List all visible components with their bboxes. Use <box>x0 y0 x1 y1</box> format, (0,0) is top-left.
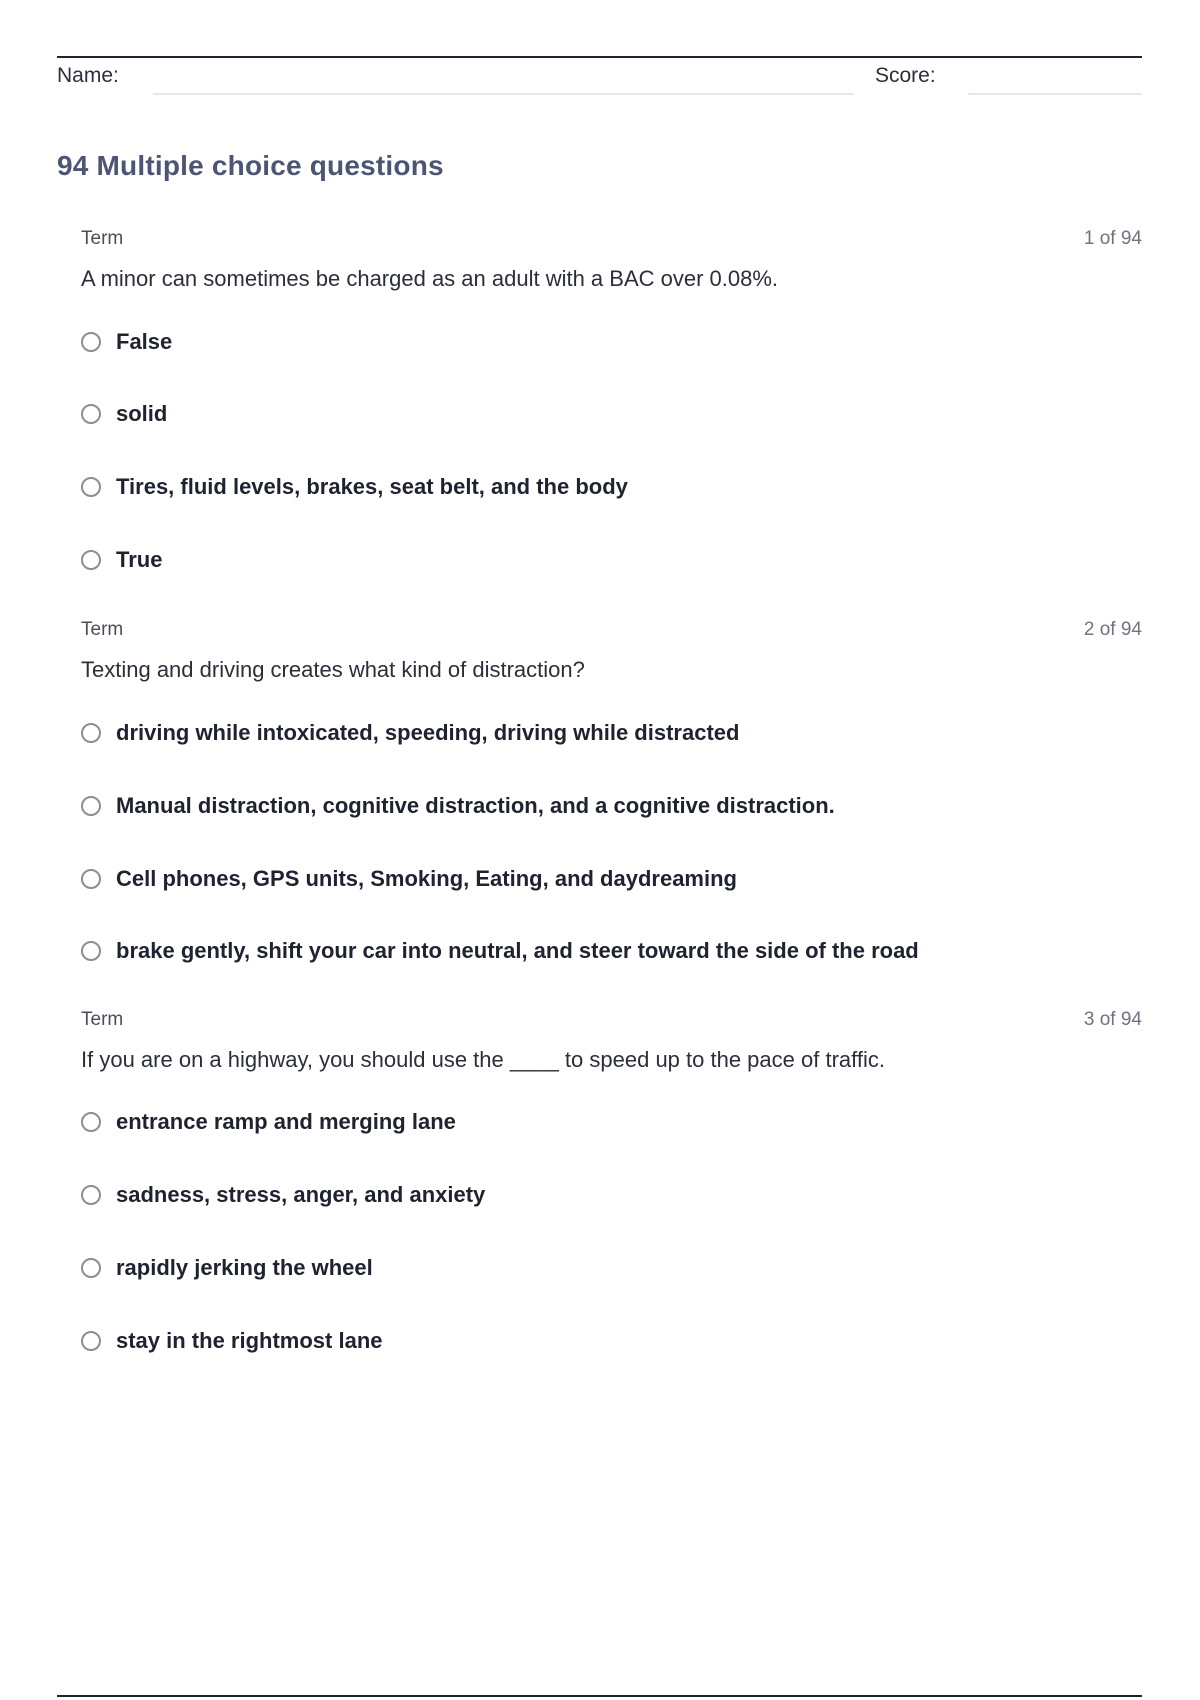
answer-option-label: driving while intoxicated, speeding, driving while distracted <box>116 720 740 745</box>
radio-button-icon[interactable] <box>81 550 101 570</box>
question-counter: 2 of 94 <box>1083 619 1142 640</box>
answer-option-label: brake gently, shift your car into neutral, and steer toward the side of the road <box>116 938 919 963</box>
answer-option[interactable] <box>81 1326 383 1356</box>
answer-option[interactable] <box>81 718 739 748</box>
radio-button-icon[interactable] <box>81 941 101 961</box>
radio-button-icon[interactable] <box>81 1185 101 1205</box>
question-2 <box>81 619 1142 963</box>
answer-option[interactable] <box>81 936 919 966</box>
bottom-divider <box>57 1695 1142 1697</box>
question-counter: 1 of 94 <box>1083 228 1142 249</box>
question-text: Texting and driving creates what kind of distraction? <box>81 657 585 682</box>
answer-option-label: Cell phones, GPS units, Smoking, Eating, and daydreaming <box>116 866 737 891</box>
answer-option-label: entrance ramp and merging lane <box>116 1109 456 1134</box>
question-1 <box>81 228 1142 572</box>
question-3 <box>81 1009 1142 1353</box>
answer-option[interactable] <box>81 545 162 575</box>
radio-button-icon[interactable] <box>81 1258 101 1278</box>
top-divider <box>57 56 1142 58</box>
radio-button-icon[interactable] <box>81 477 101 497</box>
question-term-label: Term <box>81 619 124 640</box>
radio-button-icon[interactable] <box>81 332 101 352</box>
question-counter: 3 of 94 <box>1083 1009 1142 1030</box>
answer-option-label: rapidly jerking the wheel <box>116 1255 373 1280</box>
answer-option[interactable] <box>81 791 835 821</box>
name-label: Name: <box>57 64 119 87</box>
answer-option[interactable] <box>81 472 628 502</box>
answer-option-label: solid <box>116 401 168 426</box>
answer-option[interactable] <box>81 864 737 894</box>
radio-button-icon[interactable] <box>81 1112 101 1132</box>
question-term-label: Term <box>81 1009 124 1030</box>
name-field[interactable] <box>153 93 854 95</box>
radio-button-icon[interactable] <box>81 869 101 889</box>
score-field[interactable] <box>968 93 1142 95</box>
answer-option[interactable] <box>81 1253 373 1283</box>
answer-option-label: False <box>116 329 173 354</box>
answer-option[interactable] <box>81 1107 456 1137</box>
radio-button-icon[interactable] <box>81 723 101 743</box>
answer-option-label: Tires, fluid levels, brakes, seat belt, and the body <box>116 474 628 499</box>
radio-button-icon[interactable] <box>81 404 101 424</box>
answer-option-label: Manual distraction, cognitive distraction, and a cognitive distraction. <box>116 793 835 818</box>
radio-button-icon[interactable] <box>81 796 101 816</box>
worksheet-header <box>57 62 1142 98</box>
question-text: If you are on a highway, you should use the ____ to speed up to the pace of traffic. <box>81 1047 885 1072</box>
score-label: Score: <box>875 64 936 87</box>
answer-option-label: stay in the rightmost lane <box>116 1328 383 1353</box>
question-term-label: Term <box>81 228 124 249</box>
section-title: 94 Multiple choice questions <box>57 150 444 181</box>
answer-option[interactable] <box>81 327 172 357</box>
question-text: A minor can sometimes be charged as an adult with a BAC over 0.08%. <box>81 266 779 291</box>
answer-option[interactable] <box>81 1180 485 1210</box>
radio-button-icon[interactable] <box>81 1331 101 1351</box>
answer-option[interactable] <box>81 399 167 429</box>
answer-option-label: sadness, stress, anger, and anxiety <box>116 1182 486 1207</box>
answer-option-label: True <box>116 547 163 572</box>
